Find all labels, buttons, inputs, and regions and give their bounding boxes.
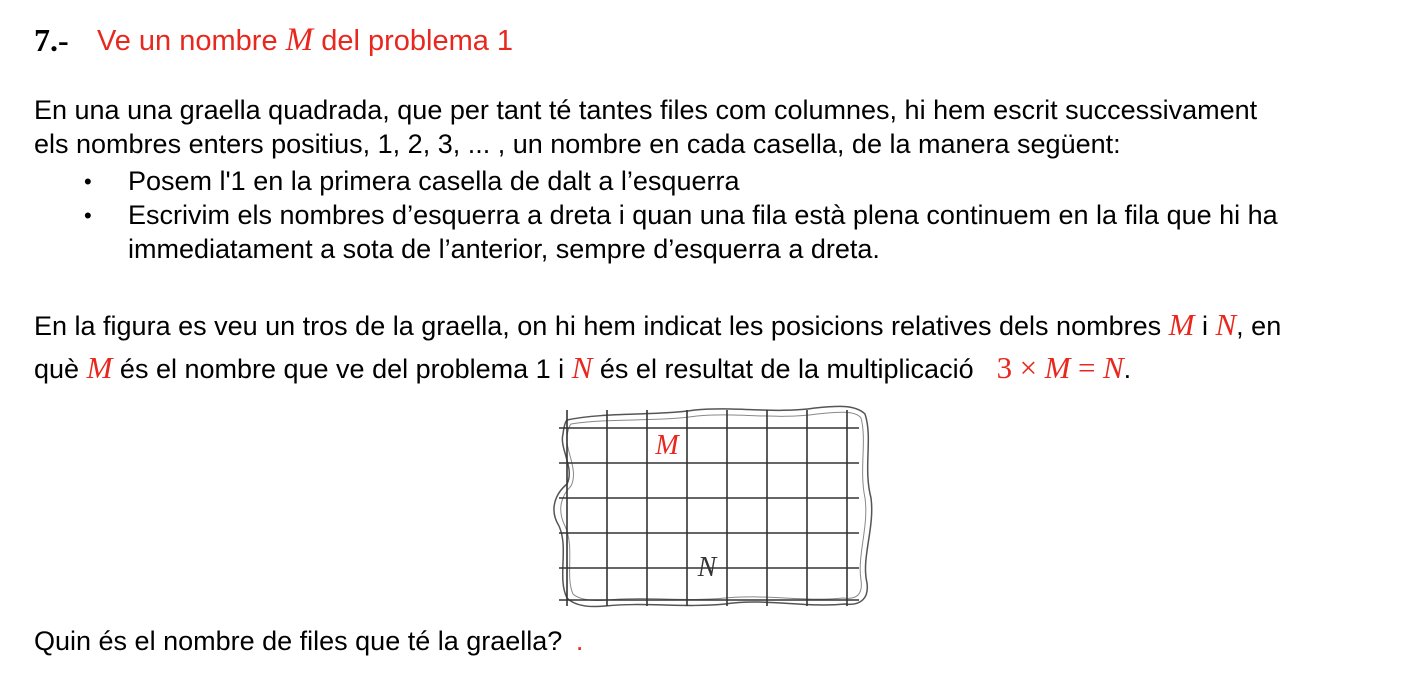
figure-para-2-mid-2: és el resultat de la multiplicació (599, 354, 974, 384)
figure-para-1-before: En la figura es veu un tros de la graella, on hi hem indicat les posicions relatives dels nombres (34, 311, 1162, 341)
title-var-m: M (285, 22, 314, 58)
equation-equals: = (1077, 350, 1096, 385)
intro-line-1: En una una graella quadrada, que per tant té tantes files com columnes, hi hem escrit successivament (34, 95, 1258, 125)
figure-para-1-after: , en (1236, 311, 1282, 341)
figure-para-1-mid: i (1201, 311, 1208, 341)
grid-figure (545, 398, 875, 613)
intro-line-2: els nombres enters positius, 1, 2, 3, ... , un nombre en cada casella, de la manera següent: (34, 129, 1121, 159)
equation-period: . (1123, 354, 1132, 384)
bullet-item-2-line-2: immediatament a sota de l’anterior, sempre d’esquerra a dreta. (128, 234, 880, 264)
figure-para-2-mid-1: és el nombre que ve del problema 1 i (119, 354, 565, 384)
question-text: Quin és el nombre de files que té la graella? (34, 626, 563, 656)
equation-var-m: M (1044, 350, 1071, 385)
figure-para-line-1 (34, 308, 1281, 343)
bullet-marker-2: • (84, 203, 92, 228)
figure-para-1-var-m: M (1168, 307, 1195, 342)
figure-para-line-2 (34, 351, 1131, 386)
question-line (34, 624, 583, 658)
problem-number: 7.- (34, 22, 69, 58)
grid-label-m: M (655, 430, 679, 461)
equation-times: × (1019, 350, 1038, 385)
title-text-before: Ve un nombre (97, 25, 278, 57)
equation-three: 3 (996, 350, 1013, 385)
figure-para-2-before: què (34, 354, 80, 384)
problem-title (97, 22, 513, 59)
bullet-item-1: Posem l'1 en la primera casella de dalt a l’esquerra (128, 166, 740, 196)
answer-field[interactable]: . (575, 626, 584, 656)
grid-label-n: N (697, 552, 717, 583)
figure-para-2-var-n: N (571, 350, 593, 385)
bullet-item-2-line-1: Escrivim els nombres d’esquerra a dreta i quan una fila està plena continuem en la fila que hi ha (128, 200, 1278, 230)
figure-para-1-var-n: N (1215, 307, 1237, 342)
bullet-marker-1: • (84, 169, 92, 194)
title-text-after: del problema 1 (321, 25, 514, 57)
equation-var-n: N (1102, 350, 1124, 385)
figure-para-2-var-m: M (86, 350, 113, 385)
